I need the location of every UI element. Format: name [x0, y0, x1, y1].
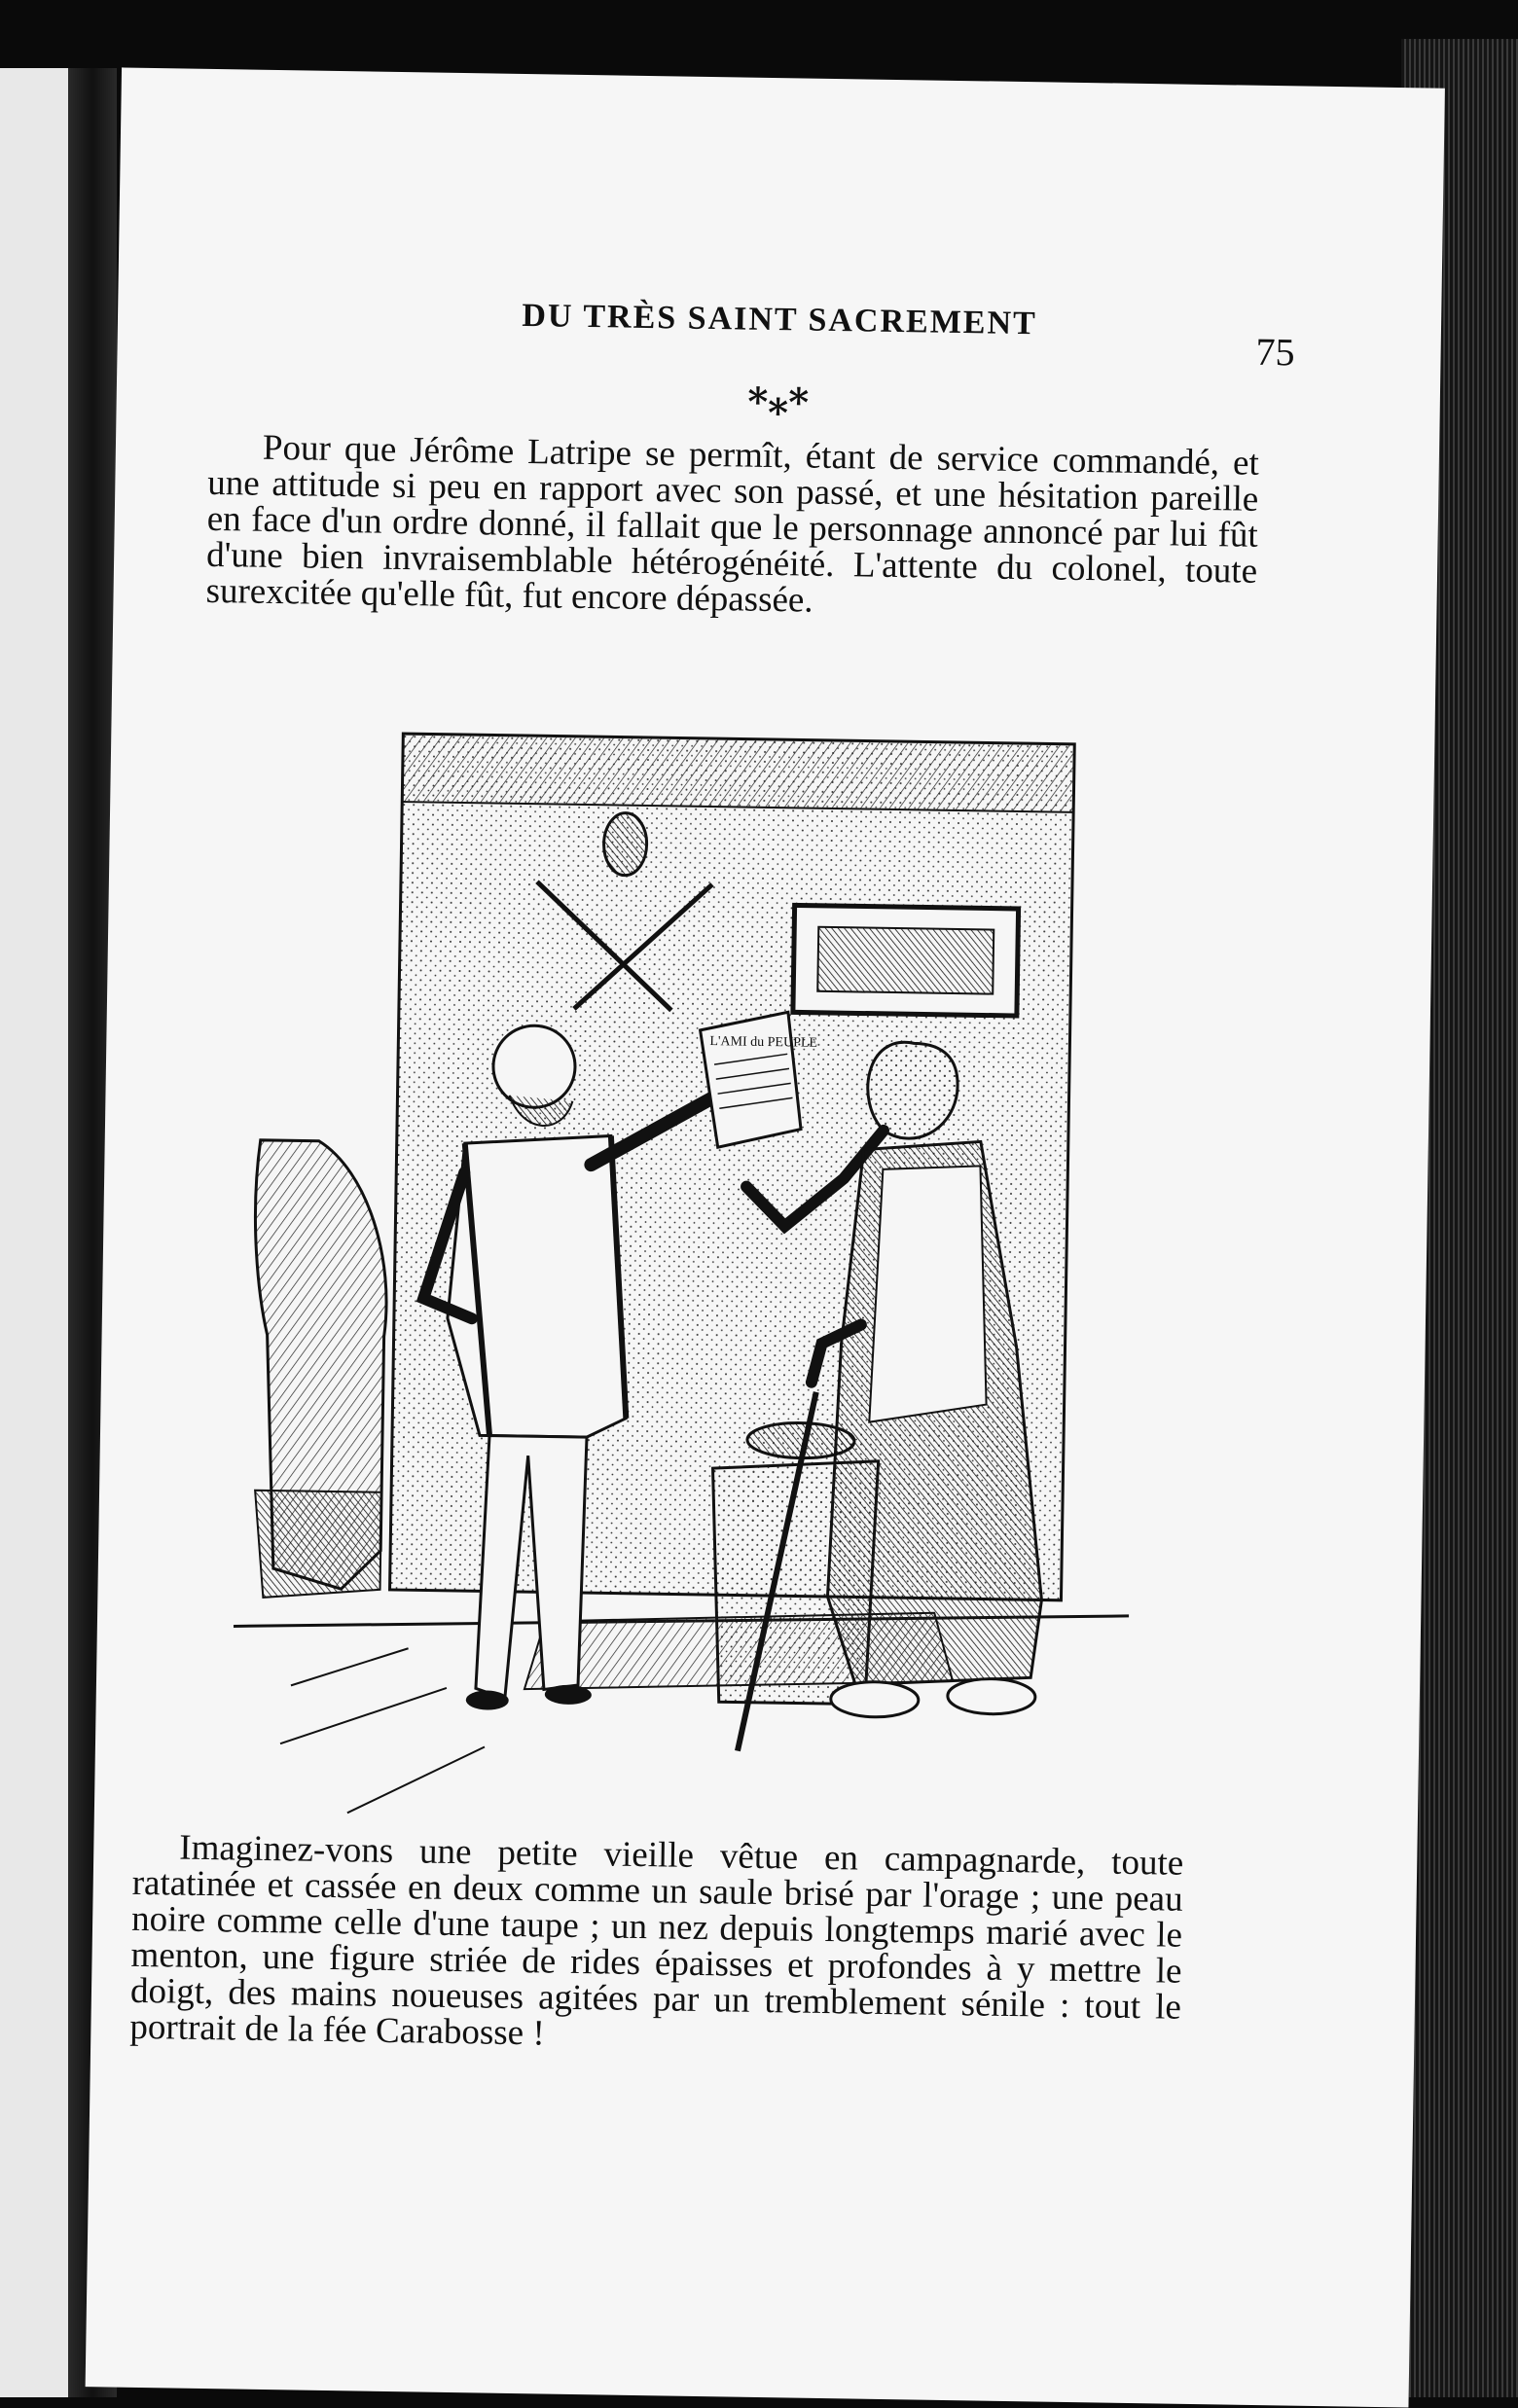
- paragraph-1: Pour que Jérôme Latripe se permît, étant de service commandé, et une attitude si peu en rapport avec son passé, et une hésitation pareille en face d'un ordre donné, il fallait que le personnage annoncé par lui fût d'une bien invraisemblable hétérogénéité. L'attente du colonel, toute surexcitée qu'elle fût, fut encore dépassée.: [205, 427, 1260, 621]
- engraving-illustration: [230, 712, 1142, 1854]
- running-head: DU TRÈS SAINT SACREMENT: [522, 297, 1038, 342]
- paragraph-2: Imaginez-vons une petite vieille vêtue en campagnarde, toute ratatinée et cassée en deux comme un saule brisé par l'orage ; une peau noire comme celle d'une taupe ; un nez depuis longtemps marié avec le menton, une figure striée de rides épaisses et profondes à y mettre le doigt, des mains noueuses agitées par un tremblement sénile : tout le portrait de la fée Carabosse !: [129, 1827, 1184, 2054]
- newspaper: [699, 1011, 803, 1149]
- section-asterism: *⁎*: [746, 378, 810, 426]
- cornice: [402, 734, 1074, 812]
- page-number: 75: [1255, 329, 1295, 375]
- newspaper-masthead: L'AMI du PEUPLE: [709, 1034, 818, 1051]
- book-page: [86, 67, 1445, 2407]
